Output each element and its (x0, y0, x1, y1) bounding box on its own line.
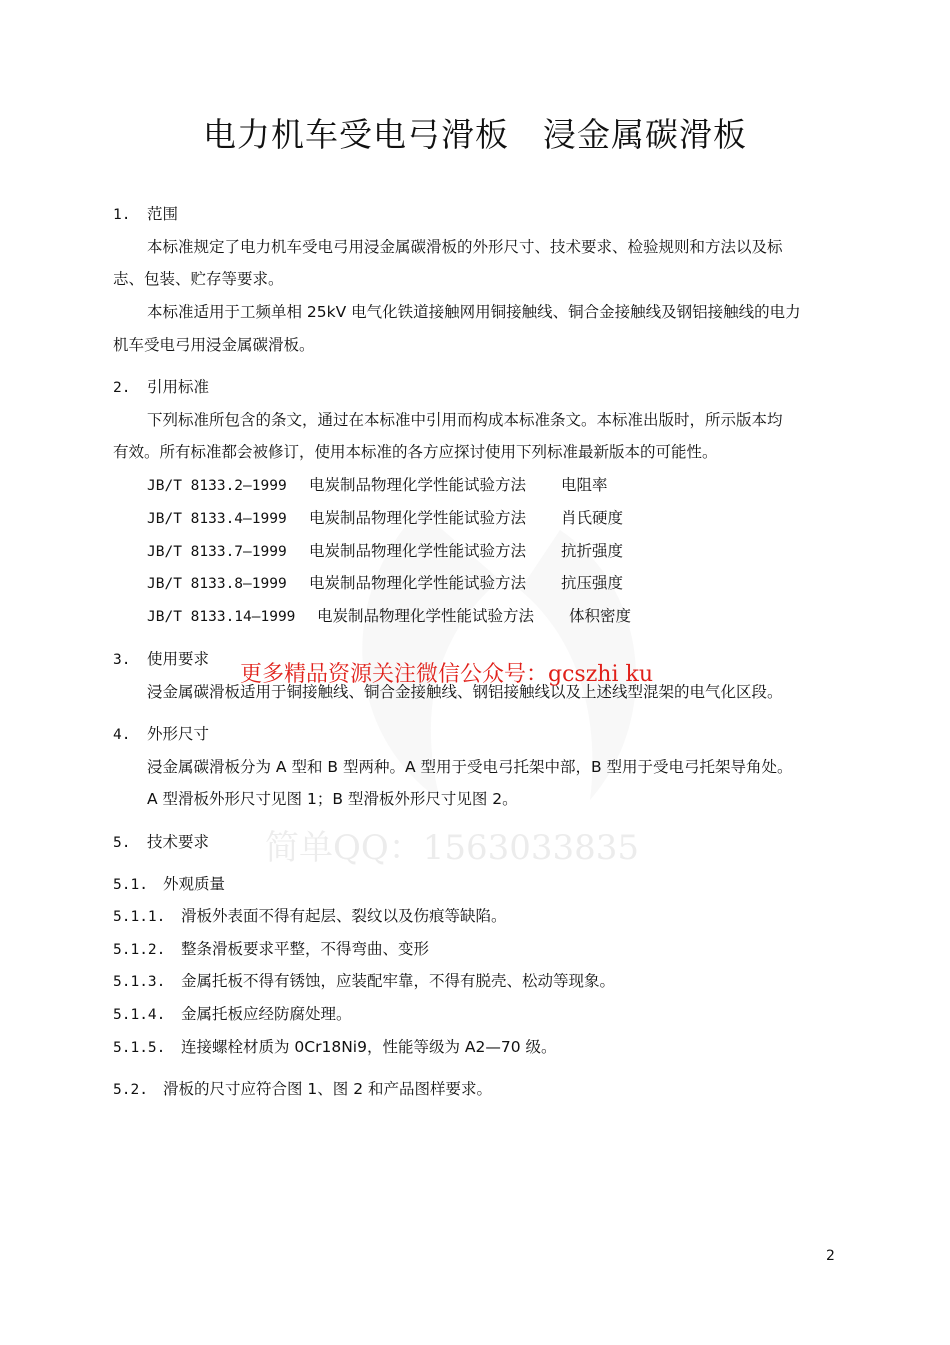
section-1-para-2-line-1: 本标准适用于工频单相 25kV 电气化铁道接触网用铜接触线、铜合金接触线及钢铝接触线的电力 (147, 303, 801, 321)
section-1-para-2-line-2: 机车受电弓用浸金属碳滑板。 (113, 336, 315, 354)
document-title: 电力机车受电弓滑板 浸金属碳滑板 (203, 115, 747, 154)
list-item: 5.1.1. 滑板外表面不得有起层、裂纹以及伤痕等缺陷。 (113, 907, 507, 925)
section-4-heading: 4. 外形尺寸 (113, 725, 210, 743)
list-item: 5.1.3. 金属托板不得有锈蚀，应装配牢靠，不得有脱壳、松动等现象。 (113, 972, 616, 990)
reference-standard-item: JB/T 8133.4—1999 电炭制品物理化学性能试验方法 肖氏硬度 (147, 509, 624, 527)
section-3-para-1: 浸金属碳滑板适用于铜接触线、铜合金接触线、钢铝接触线以及上述线型混架的电气化区段。 (147, 683, 783, 701)
section-4-para-2: A 型滑板外形尺寸见图 1；B 型滑板外形尺寸见图 2。 (147, 790, 518, 808)
reference-standard-item: JB/T 8133.14—1999 电炭制品物理化学性能试验方法 体积密度 (147, 607, 632, 625)
list-item: 5.1.2. 整条滑板要求平整，不得弯曲、变形 (113, 940, 430, 958)
list-item: 5.1.5. 连接螺栓材质为 0Cr18Ni9，性能等级为 A2—70 级。 (113, 1038, 557, 1056)
section-1-para-1-line-1: 本标准规定了电力机车受电弓用浸金属碳滑板的外形尺寸、技术要求、检验规则和方法以及标 (147, 238, 783, 256)
section-3-heading: 3. 使用要求 (113, 650, 210, 668)
list-item: 5.1.4. 金属托板应经防腐处理。 (113, 1005, 352, 1023)
section-4-para-1: 浸金属碳滑板分为 A 型和 B 型两种。A 型用于受电弓托架中部，B 型用于受电弓托架导角处。 (147, 758, 793, 776)
section-2-heading: 2. 引用标准 (113, 378, 210, 396)
page-number: 2 (826, 1248, 835, 1264)
section-5-heading: 5. 技术要求 (113, 833, 210, 851)
section-5-2: 5.2. 滑板的尺寸应符合图 1、图 2 和产品图样要求。 (113, 1080, 493, 1098)
section-5-1-heading: 5.1. 外观质量 (113, 875, 226, 893)
section-1-para-1-line-2: 志、包装、贮存等要求。 (113, 270, 284, 288)
reference-standard-item: JB/T 8133.8—1999 电炭制品物理化学性能试验方法 抗压强度 (147, 574, 624, 592)
watermark-text-gray: 简单QQ：1563033835 (265, 828, 640, 868)
reference-standard-item: JB/T 8133.2—1999 电炭制品物理化学性能试验方法 电阻率 (147, 476, 608, 494)
reference-standard-item: JB/T 8133.7—1999 电炭制品物理化学性能试验方法 抗折强度 (147, 542, 624, 560)
section-1-heading: 1. 范围 (113, 205, 179, 223)
watermark-text-red: 更多精品资源关注微信公众号：gcszhi ku (240, 662, 653, 687)
section-2-para-1-line-1: 下列标准所包含的条文，通过在本标准中引用而构成本标准条文。本标准出版时，所示版本均 (147, 411, 783, 429)
section-2-para-1-line-2: 有效。所有标准都会被修订，使用本标准的各方应探讨使用下列标准最新版本的可能性。 (113, 443, 718, 461)
